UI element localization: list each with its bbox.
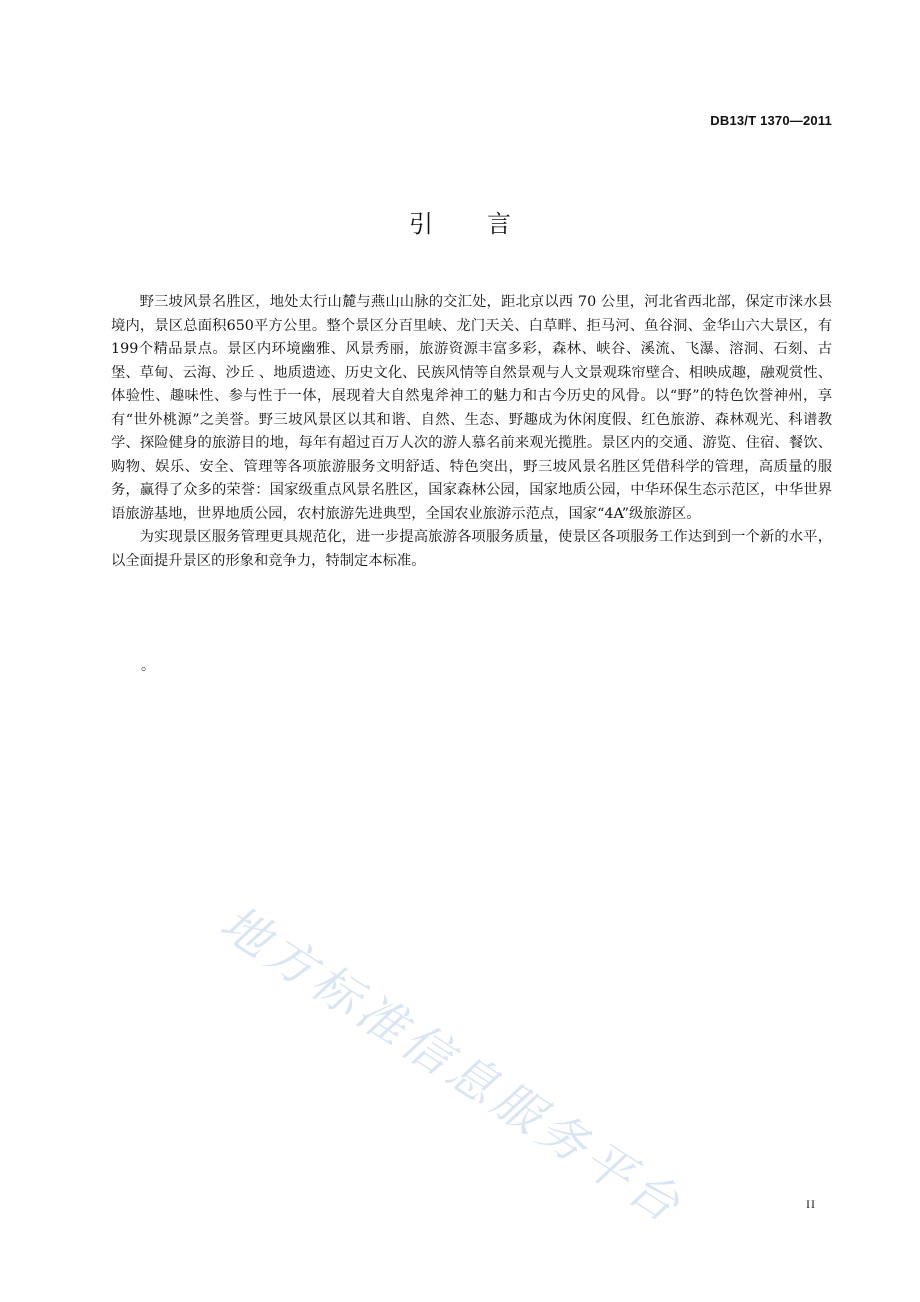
title-char-1: 引 bbox=[409, 210, 433, 238]
standard-code: DB13/T 1370—2011 bbox=[710, 113, 832, 128]
watermark: 地方标准信息服务平台 bbox=[210, 894, 694, 1236]
paragraph-purpose: 为实现景区服务管理更具规范化，进一步提高旅游各项服务质量，使景区各项服务工作达到到一个新的水平，以全面提升景区的形象和竞争力，特制定本标准。 bbox=[111, 529, 832, 569]
paragraph-overview: 野三坡风景名胜区，地处太行山麓与燕山山脉的交汇处，距北京以西 70 公里，河北省西北部，保定市涞水县境内，景区总面积650平方公里。整个景区分百里峡、龙门天关、白草畔、拒马河、鱼谷洞、金华山六大景区，有199个精品景点。景区内环境幽雅、风景秀丽，旅游资源丰富多彩，森林、峡谷、溪流、飞瀑、溶洞、石刻、古堡、草甸、云海、沙丘 、地质遗迹、历史文化、民族风情等自然景观与人文景观珠帘壁合、相映成趣，融观赏性、体验性、趣味性、参与性于一体，展现着大自然鬼斧神工的魅力和古今历史的风骨。以“野”的特色饮誉神州，享有“世外桃源”之美誉。野三坡风景区以其和谐、自然、生态、野趣成为休闲度假、红色旅游、森林观光、科谱教学、探险健身的旅游目的地，每年有超过百万人次的游人慕名前来观光揽胜。景区内的交通、游览、住宿、餐饮、购物、娱乐、安全、管理等各项旅游服务文明舒适、特色突出，野三坡风景名胜区凭借科学的管理，高质量的服务，赢得了众多的荣誉：国家级重点风景名胜区，国家森林公园，国家地质公园，中华环保生态示范区，中华世界语旅游基地，世界地质公园，农村旅游先进典型，全国农业旅游示范点，国家“4A”级旅游区。 bbox=[111, 294, 832, 522]
page-title bbox=[0, 204, 920, 239]
introduction-body bbox=[111, 291, 832, 573]
title-char-2: 言 bbox=[487, 210, 511, 238]
page-number: II bbox=[806, 1197, 816, 1211]
trailing-punctuation: 。 bbox=[141, 658, 155, 674]
